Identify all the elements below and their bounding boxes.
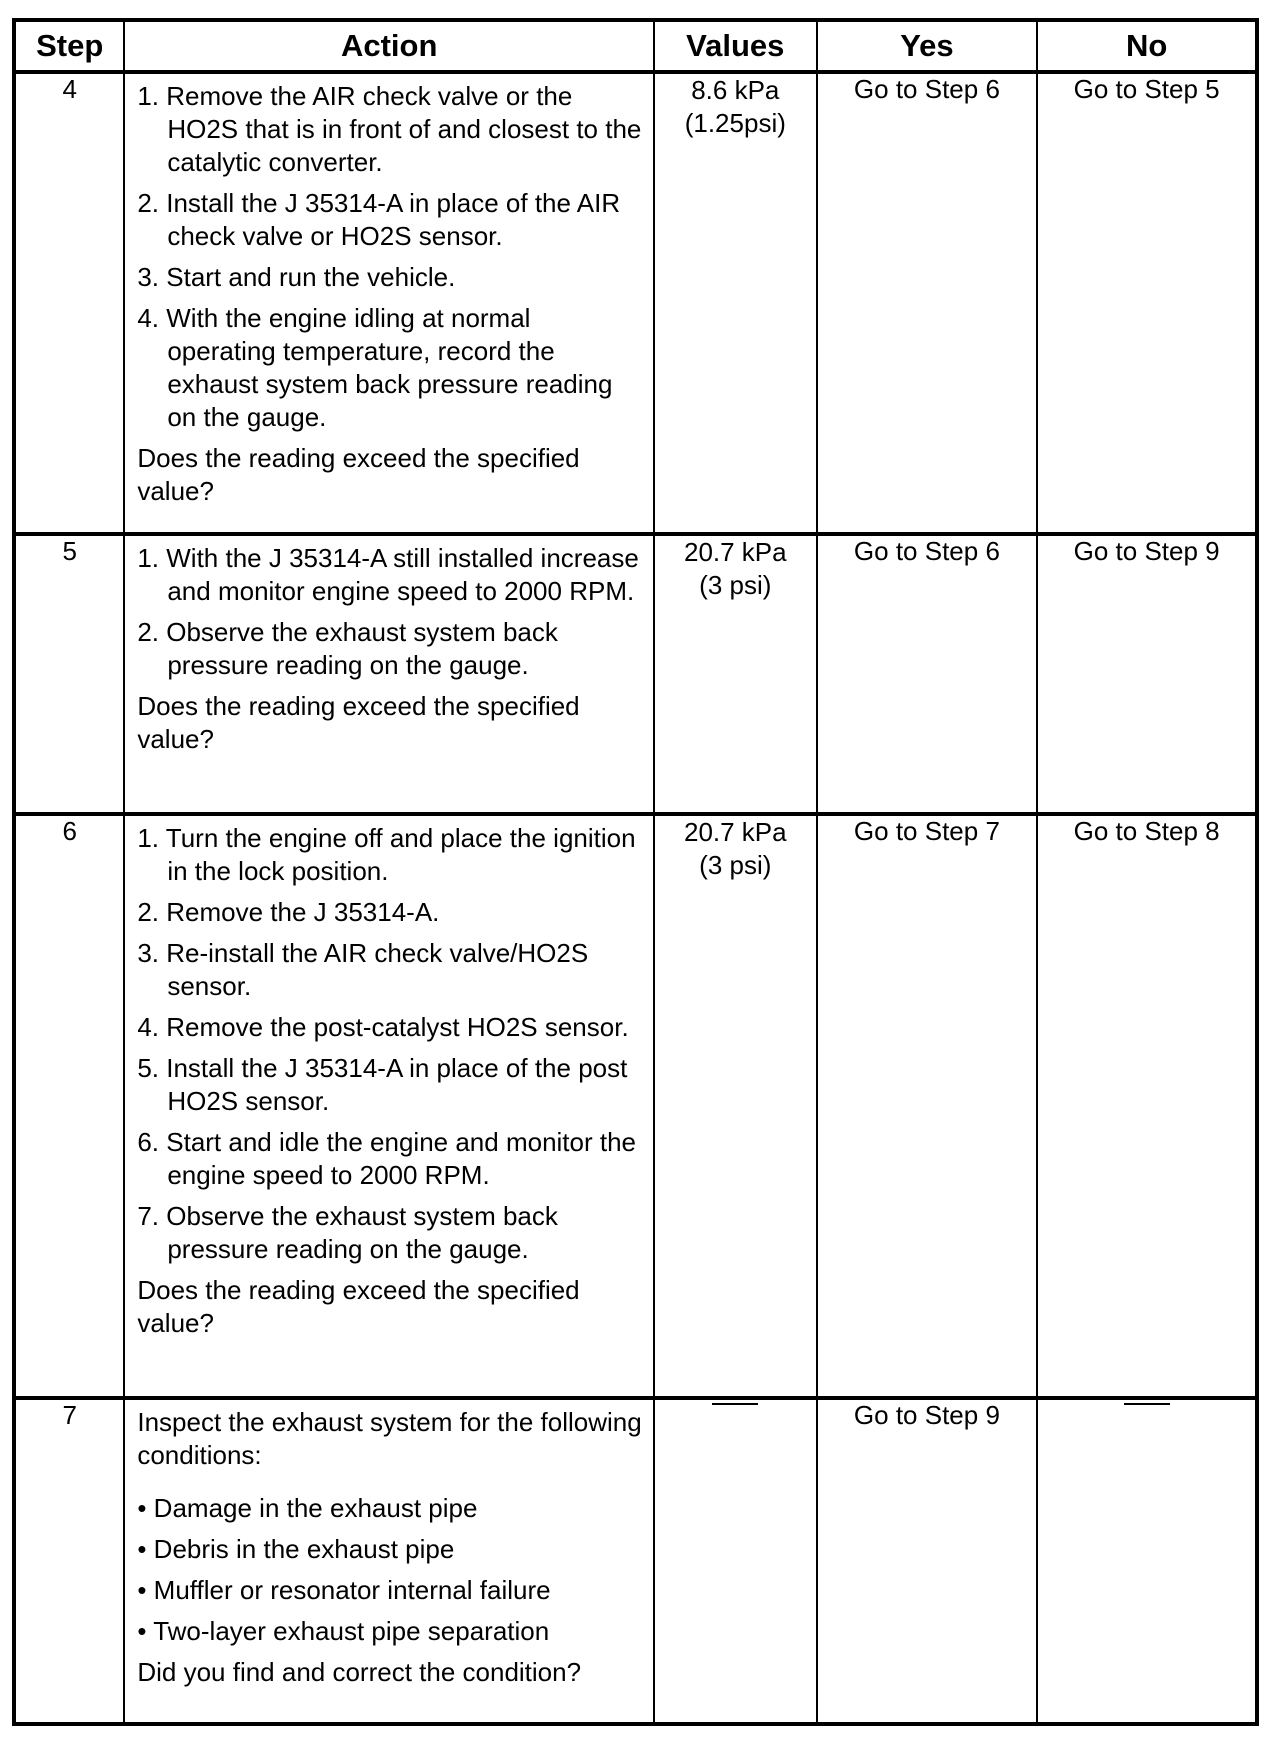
header-no: No xyxy=(1037,20,1257,72)
no-goto: Go to Step 9 xyxy=(1037,534,1257,814)
yes-goto: Go to Step 9 xyxy=(817,1398,1038,1724)
yes-goto: Go to Step 6 xyxy=(817,72,1038,534)
yes-goto: Go to Step 7 xyxy=(817,814,1038,1398)
value-cell xyxy=(654,534,817,814)
action-item: 3. Re-install the AIR check valve/HO2S sensor. xyxy=(137,938,589,1001)
value-secondary: (3 psi) xyxy=(699,850,772,880)
action-item: 6. Start and idle the engine and monitor the engine speed to 2000 RPM. xyxy=(137,1127,637,1190)
inspection-intro: Inspect the exhaust system for the following conditions: xyxy=(137,1407,642,1470)
action-item: 1. Remove the AIR check valve or the HO2S that is in front of and closest to the catalytic converter. xyxy=(137,81,642,177)
value-cell xyxy=(654,72,817,534)
empty-value-dash xyxy=(1124,1403,1170,1405)
value-primary: 20.7 kPa xyxy=(683,817,787,847)
action-cell xyxy=(124,1398,654,1724)
value-cell xyxy=(654,1398,817,1724)
condition-item: • Damage in the exhaust pipe xyxy=(137,1493,478,1523)
question-text: Does the reading exceed the specified value? xyxy=(137,1275,580,1338)
header-step: Step xyxy=(14,20,124,72)
step-number: 5 xyxy=(14,534,124,814)
value-primary: 20.7 kPa xyxy=(683,537,787,567)
header-yes: Yes xyxy=(817,20,1038,72)
action-cell xyxy=(124,814,654,1398)
step-number: 4 xyxy=(14,72,124,534)
action-item: 1. Turn the engine off and place the ignition in the lock position. xyxy=(137,823,636,886)
condition-item: • Debris in the exhaust pipe xyxy=(137,1534,455,1564)
action-list xyxy=(137,542,643,682)
action-list xyxy=(137,80,643,434)
question-text: Does the reading exceed the specified value? xyxy=(137,691,580,754)
step-number: 6 xyxy=(14,814,124,1398)
condition-list xyxy=(137,1492,643,1648)
no-goto xyxy=(1037,1398,1257,1724)
action-item: 5. Install the J 35314-A in place of the post HO2S sensor. xyxy=(137,1053,628,1116)
value-primary: 8.6 kPa xyxy=(691,75,780,105)
action-item: 2. Install the J 35314-A in place of the AIR check valve or HO2S sensor. xyxy=(137,188,621,251)
value-secondary: (1.25psi) xyxy=(684,108,786,138)
yes-goto: Go to Step 6 xyxy=(817,534,1038,814)
diagnostic-table xyxy=(12,18,1259,1726)
action-cell xyxy=(124,72,654,534)
question-text: Did you find and correct the condition? xyxy=(137,1657,582,1687)
header-action: Action xyxy=(124,20,654,72)
condition-item: • Muffler or resonator internal failure xyxy=(137,1575,551,1605)
action-item: 4. With the engine idling at normal operating temperature, record the exhaust system back pressure reading on the gauge. xyxy=(137,303,613,432)
condition-item: • Two-layer exhaust pipe separation xyxy=(137,1616,550,1646)
action-list xyxy=(137,822,643,1266)
no-goto: Go to Step 5 xyxy=(1037,72,1257,534)
table-row-step-6 xyxy=(14,814,1257,1398)
action-item: 2. Remove the J 35314-A. xyxy=(137,897,440,927)
question-text: Does the reading exceed the specified value? xyxy=(137,443,580,506)
action-cell xyxy=(124,534,654,814)
table-row-step-4 xyxy=(14,72,1257,534)
action-item: 1. With the J 35314-A still installed increase and monitor engine speed to 2000 RPM. xyxy=(137,543,639,606)
action-item: 3. Start and run the vehicle. xyxy=(137,262,456,292)
table-row-step-7 xyxy=(14,1398,1257,1724)
table-row-step-5 xyxy=(14,534,1257,814)
action-item: 2. Observe the exhaust system back pressure reading on the gauge. xyxy=(137,617,558,680)
header-row xyxy=(14,20,1257,72)
action-item: 7. Observe the exhaust system back pressure reading on the gauge. xyxy=(137,1201,558,1264)
action-item: 4. Remove the post-catalyst HO2S sensor. xyxy=(137,1012,629,1042)
value-cell xyxy=(654,814,817,1398)
value-secondary: (3 psi) xyxy=(699,570,772,600)
step-number: 7 xyxy=(14,1398,124,1724)
empty-value-dash xyxy=(712,1403,758,1405)
no-goto: Go to Step 8 xyxy=(1037,814,1257,1398)
header-values: Values xyxy=(654,20,817,72)
